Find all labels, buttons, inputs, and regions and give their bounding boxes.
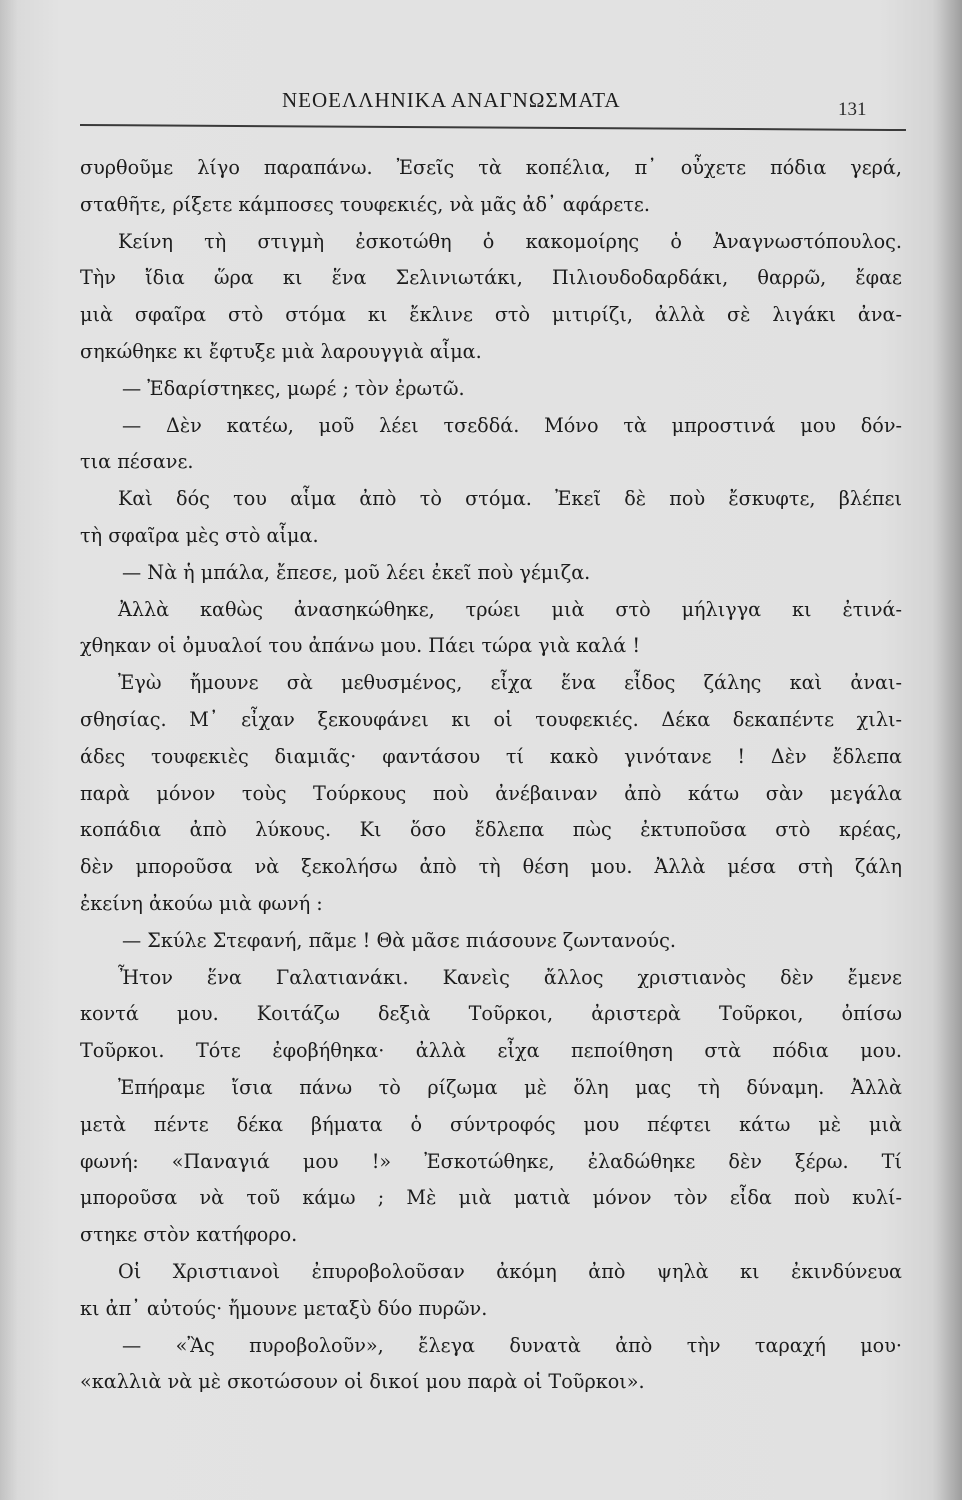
text-line: μετὰ πέντε δέκα βήματα ὁ σύντροφός μου πέφτει κάτω μὲ μιὰ [80, 1112, 902, 1136]
text-line: σηκώθηκε κι ἔφτυξε μιὰ λαρουγγιὰ αἷμα. [80, 339, 482, 363]
text-line: — Σκύλε Στεφανή, πᾶμε ! Θὰ μᾶσε πιάσουνε ζωντανούς. [122, 928, 676, 952]
text-line: στηκε στὸν κατήφορο. [80, 1223, 298, 1247]
text-line: συρθοῦμε λίγο παραπάνω. Ἐσεῖς τὰ κοπέλια, π᾿ οὖχετε πόδια γερά, [80, 156, 902, 179]
text-line: «καλλιὰ νὰ μὲ σκοτώσουν οἱ δικοί μου παρὰ οἱ Τοῦρκοι». [80, 1370, 645, 1394]
text-line: τὴ σφαῖρα μὲς στὸ αἷμα. [80, 523, 319, 547]
text-line: Καὶ δός του αἷμα ἀπὸ τὸ στόμα. Ἐκεῖ δὲ ποὺ ἔσκυφτε, βλέπει [118, 487, 902, 511]
text-line: Οἱ Χριστιανοὶ ἐπυροβολοῦσαν ἀκόμη ἀπὸ ψηλὰ κι ἐκινδύνευα [118, 1259, 902, 1283]
running-head: ΝΕΟΕΛΛΗΝΙΚΑ ΑΝΑΓΝΩΣΜΑΤΑ [282, 88, 621, 112]
text-line: κοντά μου. Κοιτάζω δεξιὰ Τοῦρκοι, ἀριστερὰ Τοῦρκοι, ὀπίσω [80, 1002, 902, 1026]
text-line: — Νὰ ἡ μπάλα, ἔπεσε, μοῦ λέει ἐκεῖ ποὺ γέμιζα. [122, 560, 591, 584]
text-line: τια πέσανε. [80, 450, 194, 474]
text-line: Τοῦρκοι. Τότε ἐφοβήθηκα· ἀλλὰ εἶχα πεποίθηση στὰ πόδια μου. [80, 1039, 902, 1063]
text-line: Ἦτον ἕνα Γαλατιανάκι. Κανεὶς ἄλλος χριστιανὸς δὲν ἔμενε [118, 965, 902, 989]
text-line: — «Ἂς πυροβολοῦν», ἔλεγα δυνατὰ ἀπὸ τὴν ταραχή μου· [122, 1333, 902, 1357]
text-line: κοπάδια ἀπὸ λύκους. Κι ὅσο ἔδλεπα πὼς ἐκτυποῦσα στὸ κρέας, [80, 818, 902, 842]
page-number: 131 [838, 99, 867, 120]
text-line: — Δὲν κατέω, μοῦ λέει τσεδδά. Μόνο τὰ μπροστινά μου δόν- [122, 413, 902, 437]
text-line: ἐκείνη ἀκούω μιὰ φωνή : [80, 891, 323, 915]
text-line: Τὴν ἴδια ὥρα κι ἕνα Σελινιωτάκι, Πιλιουδοδαρδάκι, θαρρῶ, ἔφαε [80, 266, 902, 290]
text-line: άδες τουφεκιὲς διαμιᾶς· φαντάσου τί κακὸ γινότανε ! Δὲν ἔδλεπα [80, 744, 902, 768]
text-line: κι ἀπ᾿ αὐτούς· ἤμουνε μεταξὺ δύο πυρῶν. [80, 1296, 488, 1320]
text-line: δὲν μποροῦσα νὰ ξεκολήσω ἀπὸ τὴ θέση μου. Ἀλλὰ μέσα στὴ ζάλη [80, 855, 902, 879]
text-line: μιὰ σφαῖρα στὸ στόμα κι ἔκλινε στὸ μιτιρίζι, ἀλλὰ σὲ λιγάκι ἀνα- [80, 303, 902, 327]
text-line: σταθῆτε, ρίξετε κάμποσες τουφεκιές, νὰ μᾶς ἀδ᾿ αφάρετε. [80, 192, 650, 216]
text-line: χθηκαν οἱ ὀμυαλοί του ἀπάνω μου. Πάει τώρα γιὰ καλά ! [80, 634, 641, 658]
text-line: φωνή: «Παναγιά μου !» Ἐσκοτώθηκε, ἐλαδώθηκε δὲν ξέρω. Τί [80, 1149, 902, 1173]
text-line: σθησίας. Μ᾿ εἶχαν ξεκουφάνει κι οἱ τουφεκιές. Δέκα δεκαπέντε χιλι- [80, 707, 902, 731]
text-line: Ἀλλὰ καθὼς ἀνασηκώθηκε, τρώει μιὰ στὸ μήλιγγα κι ἐτινά- [118, 597, 902, 621]
text-line: — Ἐδαρίστηκες, μωρέ ; τὸν ἐρωτῶ. [122, 376, 465, 400]
text-line: Ἐπήραμε ἴσια πάνω τὸ ρίζωμα μὲ ὅλη μας τὴ δύναμη. Ἀλλὰ [118, 1075, 902, 1099]
text-line: Ἐγὼ ἤμουνε σὰ μεθυσμένος, εἶχα ἕνα εἶδος ζάλης καὶ ἀναι- [118, 671, 902, 695]
text-line: παρὰ μόνον τοὺς Τούρκους ποὺ ἀνέβαιναν ἀπὸ κάτω σὰν μεγάλα [80, 781, 902, 805]
text-line: Κείνη τὴ στιγμὴ ἐσκοτώθη ὁ κακομοίρης ὁ Ἀναγνωστόπουλος. [118, 229, 902, 253]
body-text [80, 150, 902, 1401]
header-rule [80, 124, 906, 131]
text-line: μποροῦσα νὰ τοῦ κάμω ; Μὲ μιὰ ματιὰ μόνον τὸν εἶδα ποὺ κυλί- [80, 1186, 902, 1210]
